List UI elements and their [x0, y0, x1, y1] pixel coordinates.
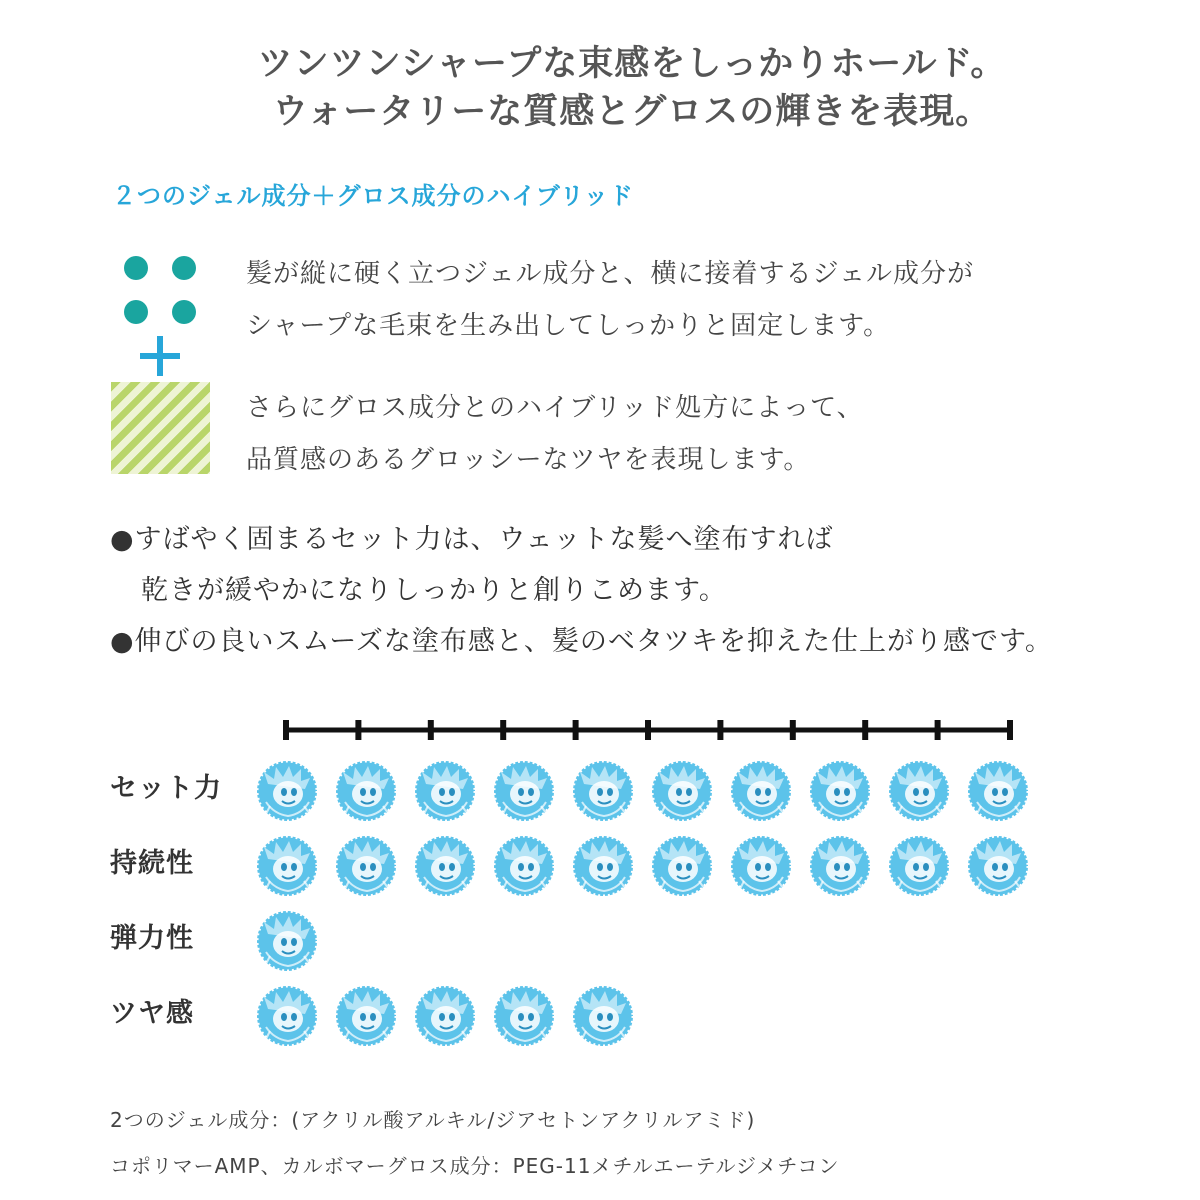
porcupine-mascot-icon: [810, 761, 870, 821]
porcupine-mascot-icon: [731, 836, 791, 896]
porcupine-mascot-icon: [257, 911, 317, 971]
gel-description-line-2: シャープな毛束を生み出してしっかりと固定します。: [246, 311, 891, 341]
porcupine-mascot-icon: [889, 761, 949, 821]
gloss-description-line-1: さらにグロス成分とのハイブリッド処方によって、: [246, 393, 864, 423]
porcupine-mascot-icon: [336, 761, 396, 821]
porcupine-mascot-icon: [652, 836, 712, 896]
bullet-item-1: ●すばやく固まるセット力は、ウェットな髪へ塗布すれば: [110, 524, 834, 555]
porcupine-mascot-icon: [257, 836, 317, 896]
gloss-description-line-2: 品質感のあるグロッシーなツヤを表現します。: [246, 445, 811, 475]
ingredients-footnote-line-2: コポリマーAMP、カルボマーグロス成分：PEG-11メチルエーテルジメチコン: [110, 1154, 840, 1178]
porcupine-mascot-icon: [336, 986, 396, 1046]
ingredients-footnote-line-1: 2つのジェル成分：(アクリル酸アルキル/ジアセトンアクリルアミド): [110, 1108, 756, 1132]
headline-line-2: ウォータリーな質感とグロスの輝きを表現。: [272, 92, 992, 132]
rating-row-label: セット力: [110, 773, 222, 804]
porcupine-mascot-icon: [257, 986, 317, 1046]
porcupine-mascot-icon: [415, 761, 475, 821]
bullet-item-1-continued: 乾きが緩やかになりしっかりと創りこめます。: [141, 575, 727, 606]
rating-icons: [257, 761, 1028, 1046]
porcupine-mascot-icon: [494, 986, 554, 1046]
porcupine-mascot-icon: [494, 836, 554, 896]
porcupine-mascot-icon: [415, 836, 475, 896]
porcupine-mascot-icon: [494, 761, 554, 821]
rating-scale: [286, 720, 1010, 740]
porcupine-mascot-icon: [336, 836, 396, 896]
bullet-item-2: ●伸びの良いスムーズな塗布感と、髪のベタツキを抑えた仕上がり感です。: [110, 626, 1053, 657]
porcupine-mascot-icon: [968, 761, 1028, 821]
porcupine-mascot-icon: [889, 836, 949, 896]
porcupine-mascot-icon: [573, 836, 633, 896]
porcupine-mascot-icon: [573, 761, 633, 821]
porcupine-mascot-icon: [415, 986, 475, 1046]
section-subheading: ２つのジェル成分＋グロス成分のハイブリッド: [112, 182, 634, 210]
porcupine-mascot-icon: [257, 761, 317, 821]
porcupine-mascot-icon: [652, 761, 712, 821]
gel-description-line-1: 髪が縦に硬く立つジェル成分と、横に接着するジェル成分が: [246, 259, 974, 289]
porcupine-mascot-icon: [968, 836, 1028, 896]
rating-row-label: 弾力性: [110, 923, 194, 954]
porcupine-mascot-icon: [573, 986, 633, 1046]
rating-row-label: 持続性: [110, 848, 194, 879]
porcupine-mascot-icon: [810, 836, 870, 896]
rating-row-label: ツヤ感: [110, 998, 194, 1029]
porcupine-mascot-icon: [731, 761, 791, 821]
headline-line-1: ツンツンシャープな束感をしっかりホールド。: [257, 44, 1007, 84]
